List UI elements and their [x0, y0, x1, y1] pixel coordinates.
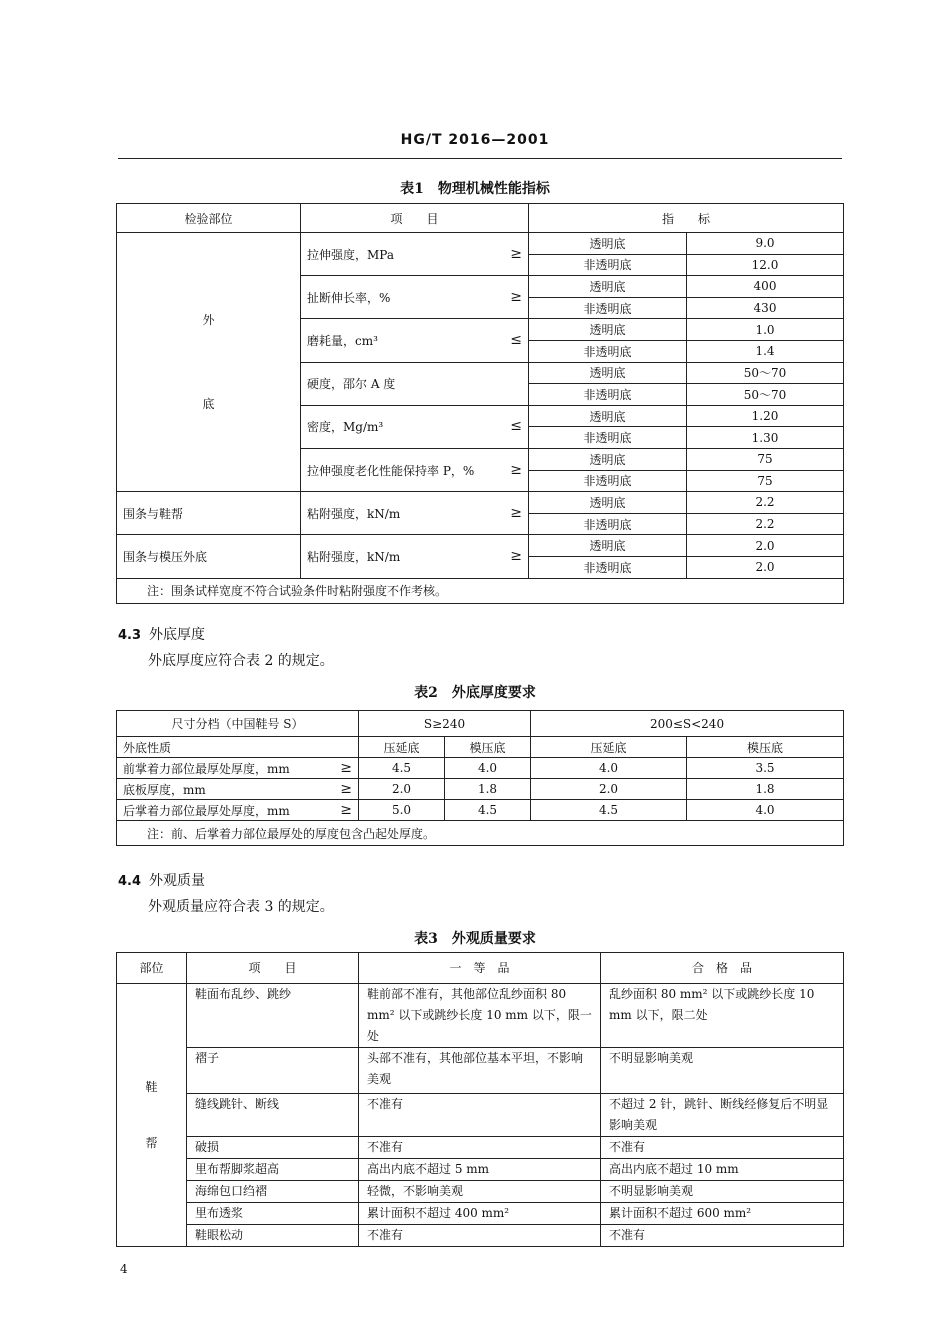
t1-value: 9.0	[687, 233, 844, 255]
t2-header-s200: 200≤S<240	[531, 711, 844, 737]
t1-type: 非透明底	[529, 513, 687, 535]
t2-value: 4.0	[445, 758, 531, 779]
t2-value: 4.0	[531, 758, 687, 779]
t1-value: 75	[687, 448, 844, 470]
t1-type: 非透明底	[529, 340, 687, 362]
t2-header-col: 模压底	[687, 737, 844, 758]
t3-first-grade: 高出内底不超过 5 mm	[359, 1159, 601, 1181]
t3-qualified: 不准有	[601, 1137, 844, 1159]
t3-first-grade: 鞋前部不准有，其他部位乱纱面积 80 mm² 以下或跳纱长度 10 mm 以下，限一处	[359, 984, 601, 1048]
t1-value: 2.0	[687, 535, 844, 557]
page-number: 4	[120, 1262, 128, 1276]
t2-value: 4.0	[687, 800, 844, 821]
t1-header-part: 检验部位	[117, 204, 301, 233]
t2-value: 4.5	[531, 800, 687, 821]
t1-type: 非透明底	[529, 384, 687, 406]
t2-header-col: 压延底	[531, 737, 687, 758]
t1-type: 非透明底	[529, 470, 687, 492]
standard-header: HG/T 2016—2001	[400, 132, 550, 148]
t1-value: 2.2	[687, 513, 844, 535]
t2-value: 4.5	[445, 800, 531, 821]
t3-qualified: 不超过 2 针，跳针、断线经修复后不明显影响美观	[601, 1094, 844, 1137]
t2-header-col: 压延底	[359, 737, 445, 758]
table2	[116, 710, 844, 846]
t1-value: 50～70	[687, 362, 844, 384]
t1-value: 12.0	[687, 254, 844, 276]
t1-type: 透明底	[529, 362, 687, 384]
t3-item: 鞋眼松动	[187, 1225, 359, 1247]
t3-item: 里布帮脚浆超高	[187, 1159, 359, 1181]
t2-row-name: 后掌着力部位最厚处厚度，mm ≥	[117, 800, 359, 821]
t1-type: 透明底	[529, 448, 687, 470]
t1-value: 1.30	[687, 427, 844, 449]
t3-first-grade: 不准有	[359, 1094, 601, 1137]
t1-type: 透明底	[529, 319, 687, 341]
section-4-3-number: 4.3	[118, 628, 142, 643]
t3-first-grade: 不准有	[359, 1137, 601, 1159]
t1-type: 透明底	[529, 233, 687, 255]
header-rule	[118, 158, 842, 159]
t2-row-name: 底板厚度，mm ≥	[117, 779, 359, 800]
t1-item: 扯断伸长率，% ≥	[301, 276, 529, 319]
t1-value: 430	[687, 297, 844, 319]
section-4-4-title: 外观质量	[149, 873, 206, 889]
t2-value: 4.5	[359, 758, 445, 779]
t1-note: 注：围条试样宽度不符合试验条件时粘附强度不作考核。	[117, 578, 844, 603]
table1-caption: 表1 物理机械性能指标	[400, 181, 550, 197]
t2-header-col: 模压底	[445, 737, 531, 758]
t1-part-outsole	[117, 233, 301, 492]
table3	[116, 952, 844, 1247]
t1-item: 拉伸强度老化性能保持率 P，% ≥	[301, 448, 529, 491]
t3-header-qualified: 合 格 品	[601, 953, 844, 984]
t1-item: 拉伸强度，MPa ≥	[301, 233, 529, 276]
t1-value: 75	[687, 470, 844, 492]
section-4-4-text: 外观质量应符合表 3 的规定。	[148, 899, 334, 915]
t3-item: 缝线跳针、断线	[187, 1094, 359, 1137]
table2-caption: 表2 外底厚度要求	[414, 685, 536, 701]
t3-qualified: 不明显影响美观	[601, 1181, 844, 1203]
t2-value: 1.8	[687, 779, 844, 800]
t3-qualified: 乱纱面积 80 mm² 以下或跳纱长度 10 mm 以下，限二处	[601, 984, 844, 1048]
t1-part: 围条与鞋帮	[117, 492, 301, 535]
t1-item: 磨耗量，cm³ ≤	[301, 319, 529, 362]
t2-header-s240: S≥240	[359, 711, 531, 737]
t3-header-first: 一 等 品	[359, 953, 601, 984]
t1-item: 密度，Mg/m³ ≤	[301, 405, 529, 448]
t2-value: 2.0	[531, 779, 687, 800]
t3-header-item: 项 目	[187, 953, 359, 984]
section-4-3-title: 外底厚度	[149, 627, 206, 643]
t1-type: 非透明底	[529, 297, 687, 319]
t1-type: 透明底	[529, 276, 687, 298]
t3-header-part: 部位	[117, 953, 187, 984]
t2-value: 1.8	[445, 779, 531, 800]
t2-note: 注：前、后掌着力部位最厚处的厚度包含凸起处厚度。	[117, 821, 844, 846]
t3-part-upper-1: 鞋	[145, 1080, 158, 1094]
t1-value: 400	[687, 276, 844, 298]
t2-row-name: 前掌着力部位最厚处厚度，mm ≥	[117, 758, 359, 779]
t1-type: 非透明底	[529, 556, 687, 578]
t1-type: 透明底	[529, 492, 687, 514]
t3-part-upper	[117, 984, 187, 1247]
t1-value: 50～70	[687, 384, 844, 406]
t1-item: 粘附强度，kN/m ≥	[301, 535, 529, 578]
t3-item: 鞋面布乱纱、跳纱	[187, 984, 359, 1048]
t3-item: 里布透浆	[187, 1203, 359, 1225]
t3-qualified: 高出内底不超过 10 mm	[601, 1159, 844, 1181]
t3-qualified: 不明显影响美观	[601, 1048, 844, 1094]
t1-item: 粘附强度，kN/m ≥	[301, 492, 529, 535]
t3-part-upper-2: 帮	[145, 1136, 158, 1150]
t1-value: 1.20	[687, 405, 844, 427]
t2-value: 5.0	[359, 800, 445, 821]
t1-value: 1.0	[687, 319, 844, 341]
t1-header-item: 项 目	[301, 204, 529, 233]
section-4-3-text: 外底厚度应符合表 2 的规定。	[148, 653, 334, 669]
t3-qualified: 不准有	[601, 1225, 844, 1247]
t2-value: 2.0	[359, 779, 445, 800]
t1-part-outsole-1: 外	[202, 313, 215, 328]
section-4-4	[118, 870, 205, 890]
t3-first-grade: 轻微，不影响美观	[359, 1181, 601, 1203]
t2-value: 3.5	[687, 758, 844, 779]
t3-first-grade: 头部不准有，其他部位基本平坦，不影响美观	[359, 1048, 601, 1094]
t2-header-size: 尺寸分档（中国鞋号 S）	[117, 711, 359, 737]
t1-part-outsole-2: 底	[202, 397, 215, 412]
section-4-3	[118, 624, 205, 644]
table3-caption: 表3 外观质量要求	[414, 931, 536, 947]
t1-value: 2.0	[687, 556, 844, 578]
t1-item: 硬度，邵尔 A 度	[301, 362, 529, 405]
t3-item: 褶子	[187, 1048, 359, 1094]
t1-header-index: 指 标	[529, 204, 844, 233]
t3-first-grade: 累计面积不超过 400 mm²	[359, 1203, 601, 1225]
t1-value: 2.2	[687, 492, 844, 514]
t2-header-property: 外底性质	[117, 737, 359, 758]
t3-first-grade: 不准有	[359, 1225, 601, 1247]
section-4-4-number: 4.4	[118, 874, 142, 889]
t1-type: 透明底	[529, 535, 687, 557]
t3-item: 破损	[187, 1137, 359, 1159]
t1-type: 非透明底	[529, 254, 687, 276]
t1-part: 围条与模压外底	[117, 535, 301, 578]
t3-qualified: 累计面积不超过 600 mm²	[601, 1203, 844, 1225]
t1-value: 1.4	[687, 340, 844, 362]
t1-type: 透明底	[529, 405, 687, 427]
t1-type: 非透明底	[529, 427, 687, 449]
t3-item: 海绵包口绉褶	[187, 1181, 359, 1203]
table1	[116, 203, 844, 604]
